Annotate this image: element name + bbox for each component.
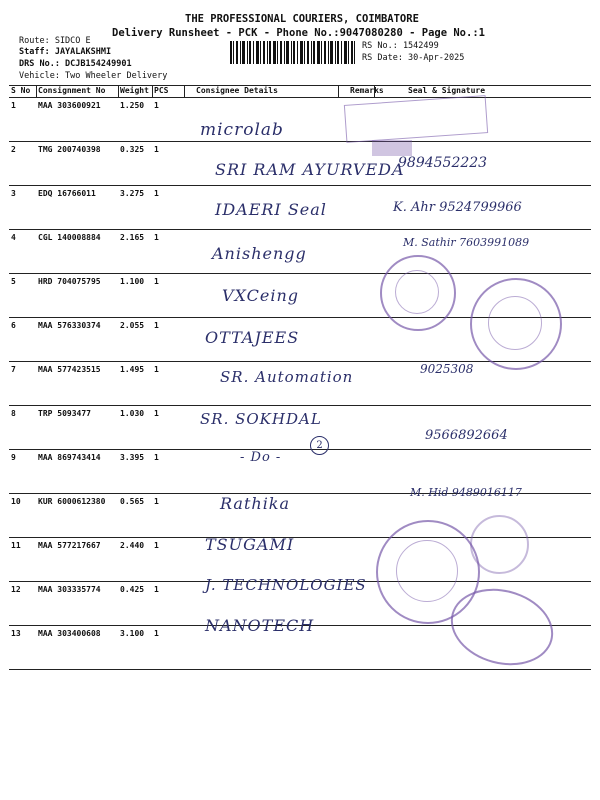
row-consignment: TMG 200740398	[36, 142, 118, 186]
vehicle-label: Vehicle: Two Wheeler Delivery	[19, 71, 168, 81]
col-consignment: Consignment No	[36, 86, 118, 98]
row-weight: 0.425	[118, 582, 152, 626]
signature-phone: 9566892664	[425, 428, 508, 443]
signature-phone: K. Ahr 9524799966	[393, 200, 522, 215]
rs-number: RS No.: 1542499	[362, 41, 439, 51]
row-sno: 12	[9, 582, 36, 626]
row-pcs: 1	[152, 98, 194, 142]
row-consignment: EDQ 16766011	[36, 186, 118, 230]
handwritten-consignee: OTTAJEES	[205, 328, 300, 347]
row-sno: 1	[9, 98, 36, 142]
row-pcs: 1	[152, 406, 194, 450]
row-sno: 3	[9, 186, 36, 230]
col-seal: Seal & Signature	[384, 86, 591, 98]
handwritten-consignee: SR. SOKHDAL	[200, 410, 322, 428]
row-weight: 1.030	[118, 406, 152, 450]
round-seal	[470, 515, 529, 574]
row-consignment: MAA 303600921	[36, 98, 118, 142]
handwritten-consignee: Anishengg	[212, 244, 307, 263]
row-sno: 6	[9, 318, 36, 362]
row-weight: 2.440	[118, 538, 152, 582]
row-sno: 13	[9, 626, 36, 670]
row-pcs: 1	[152, 450, 194, 494]
row-pcs: 1	[152, 582, 194, 626]
row-pcs: 1	[152, 186, 194, 230]
row-pcs: 1	[152, 230, 194, 274]
row-sno: 10	[9, 494, 36, 538]
signature-phone: 9025308	[420, 362, 474, 376]
col-consignee: Consignee Details	[194, 86, 348, 98]
company-title: THE PROFESSIONAL COURIERS, COIMBATORE	[185, 13, 419, 25]
row-sno: 4	[9, 230, 36, 274]
column-divider	[338, 85, 339, 97]
handwritten-consignee: microlab	[200, 120, 284, 140]
column-divider	[152, 85, 153, 97]
row-consignment: MAA 869743414	[36, 450, 118, 494]
row-weight: 1.250	[118, 98, 152, 142]
row-weight: 1.495	[118, 362, 152, 406]
handwritten-consignee: TSUGAMI	[205, 535, 295, 554]
row-pcs: 1	[152, 142, 194, 186]
row-weight: 2.055	[118, 318, 152, 362]
row-sno: 7	[9, 362, 36, 406]
col-remarks: Remarks	[348, 86, 384, 98]
signature-phone: 9894552223	[398, 155, 488, 171]
row-sno: 5	[9, 274, 36, 318]
col-sno: S No	[9, 86, 36, 98]
row-consignment: MAA 577217667	[36, 538, 118, 582]
row-weight: 1.100	[118, 274, 152, 318]
handwritten-consignee: VXCeing	[222, 286, 300, 305]
row-pcs: 1	[152, 538, 194, 582]
staff-label: Staff: JAYALAKSHMI	[19, 47, 112, 57]
circled-number: 2	[310, 436, 329, 455]
row-sno: 8	[9, 406, 36, 450]
handwritten-consignee: - Do -	[240, 450, 282, 465]
handwritten-consignee: IDAERI Seal	[215, 200, 327, 219]
row-pcs: 1	[152, 274, 194, 318]
signature-phone: M. Sathir 7603991089	[403, 236, 530, 249]
row-pcs: 1	[152, 494, 194, 538]
row-weight: 3.275	[118, 186, 152, 230]
row-consignment: TRP 5093477	[36, 406, 118, 450]
row-weight: 0.325	[118, 142, 152, 186]
rs-date: RS Date: 30-Apr-2025	[362, 53, 465, 63]
row-pcs: 1	[152, 362, 194, 406]
row-consignment: KUR 6000612380	[36, 494, 118, 538]
drs-number: DRS No.: DCJB154249901	[19, 59, 132, 69]
round-seal-inner	[396, 540, 458, 602]
col-weight: Weight	[118, 86, 152, 98]
row-consignment: MAA 303335774	[36, 582, 118, 626]
handwritten-consignee: Rathika	[220, 494, 291, 513]
row-weight: 3.100	[118, 626, 152, 670]
barcode-graphic	[230, 41, 355, 64]
row-weight: 2.165	[118, 230, 152, 274]
row-consignment: HRD 704075795	[36, 274, 118, 318]
row-sno: 11	[9, 538, 36, 582]
row-pcs: 1	[152, 626, 194, 670]
row-weight: 0.565	[118, 494, 152, 538]
row-weight: 3.395	[118, 450, 152, 494]
column-divider	[374, 85, 375, 97]
handwritten-consignee: SR. Automation	[220, 368, 354, 386]
row-consignment: MAA 577423515	[36, 362, 118, 406]
handwritten-nanotech: NANOTECH	[205, 616, 315, 635]
stamp-mark	[372, 140, 412, 156]
column-divider	[184, 85, 185, 97]
round-seal-inner	[395, 270, 439, 314]
runsheet-title: Delivery Runsheet - PCK - Phone No.:9047080280 - Page No.:1	[112, 27, 485, 39]
round-seal-inner	[488, 296, 542, 350]
row-consignment: MAA 303400608	[36, 626, 118, 670]
handwritten-consignee: J. TECHNOLOGIES	[205, 576, 367, 594]
signature-phone: M. Hid 9489016117	[410, 486, 522, 499]
table-row	[9, 98, 591, 142]
row-sno: 2	[9, 142, 36, 186]
route-label: Route: SIDCO E	[19, 36, 91, 46]
table-header-row	[9, 86, 591, 98]
row-sno: 9	[9, 450, 36, 494]
col-pcs: PCS	[152, 86, 194, 98]
row-consignment: CGL 140008884	[36, 230, 118, 274]
column-divider	[118, 85, 119, 97]
row-pcs: 1	[152, 318, 194, 362]
handwritten-consignee: SRI RAM AYURVEDA	[215, 160, 405, 179]
row-consignment: MAA 576330374	[36, 318, 118, 362]
column-divider	[36, 85, 37, 97]
